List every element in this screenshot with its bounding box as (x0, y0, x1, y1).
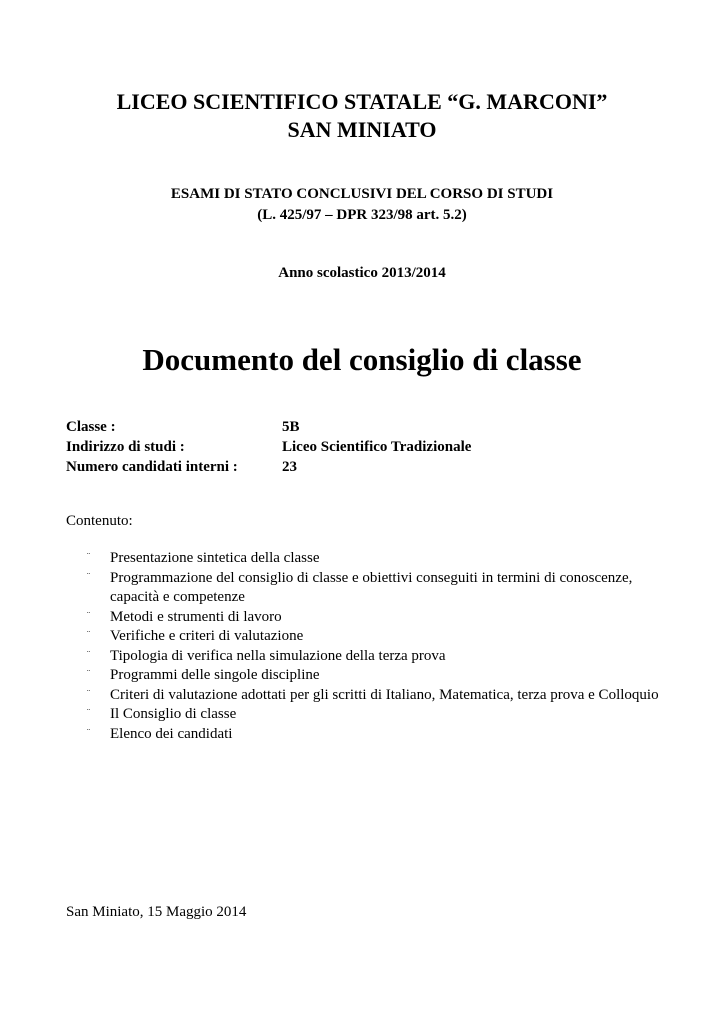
list-item (66, 569, 666, 608)
list-item-text: Tipologia di verifica nella simulazione della terza prova (110, 647, 446, 664)
list-item (66, 549, 666, 569)
list-item (66, 647, 666, 667)
info-value: 5B (282, 419, 300, 435)
list-item-text: Il Consiglio di classe (110, 706, 237, 722)
info-label: Classe : (66, 419, 116, 435)
school-city: SAN MINIATO (287, 117, 437, 142)
list-item (66, 666, 666, 686)
list-item-text: Programmi delle singole discipline (110, 667, 320, 683)
info-label: Indirizzo di studi : (66, 439, 185, 455)
list-item-text: Presentazione sintetica della classe (110, 550, 320, 566)
bullet-icon: ¨ (87, 668, 90, 678)
bullet-icon: ¨ (87, 609, 90, 620)
info-row-candidates (66, 457, 471, 477)
list-item-text: Verifiche e criteri di valutazione (110, 628, 304, 644)
school-name: LICEO SCIENTIFICO STATALE “G. MARCONI” (116, 89, 608, 114)
bullet-icon: ¨ (87, 551, 90, 561)
bullet-icon: ¨ (87, 687, 90, 698)
contents-list (66, 549, 666, 744)
list-item-text: Elenco dei candidati (110, 725, 233, 742)
info-row-class (66, 417, 471, 437)
list-item (66, 608, 666, 628)
list-item (66, 705, 666, 725)
list-item (66, 627, 666, 647)
bullet-icon: ¨ (87, 707, 90, 717)
school-year: Anno scolastico 2013/2014 (278, 265, 446, 281)
contents-label: Contenuto: (66, 513, 133, 529)
info-row-course (66, 437, 471, 457)
list-item-text: Metodi e strumenti di lavoro (110, 608, 282, 625)
info-value: Liceo Scientifico Tradizionale (282, 439, 472, 455)
info-value: 23 (282, 459, 297, 475)
document-title: Documento del consiglio di classe (142, 342, 582, 377)
bullet-icon: ¨ (87, 648, 90, 659)
list-item (66, 686, 666, 706)
place-date: San Miniato, 15 Maggio 2014 (66, 904, 247, 920)
list-item-text: Criteri di valutazione adottati per gli scritti di Italiano, Matematica, terza prova e Colloquio (110, 686, 659, 703)
exam-law-reference: (L. 425/97 – DPR 323/98 art. 5.2) (257, 207, 467, 223)
bullet-icon: ¨ (87, 726, 90, 737)
list-item-text: Programmazione del consiglio di classe e obiettivi conseguiti in termini di conoscenze, capacità e competenze (110, 569, 633, 605)
exam-title: ESAMI DI STATO CONCLUSIVI DEL CORSO DI STUDI (170, 186, 554, 202)
bullet-icon: ¨ (87, 629, 90, 639)
info-label: Numero candidati interni : (66, 459, 238, 475)
class-info-table (66, 417, 471, 477)
list-item (66, 725, 666, 745)
bullet-icon: ¨ (87, 570, 90, 581)
